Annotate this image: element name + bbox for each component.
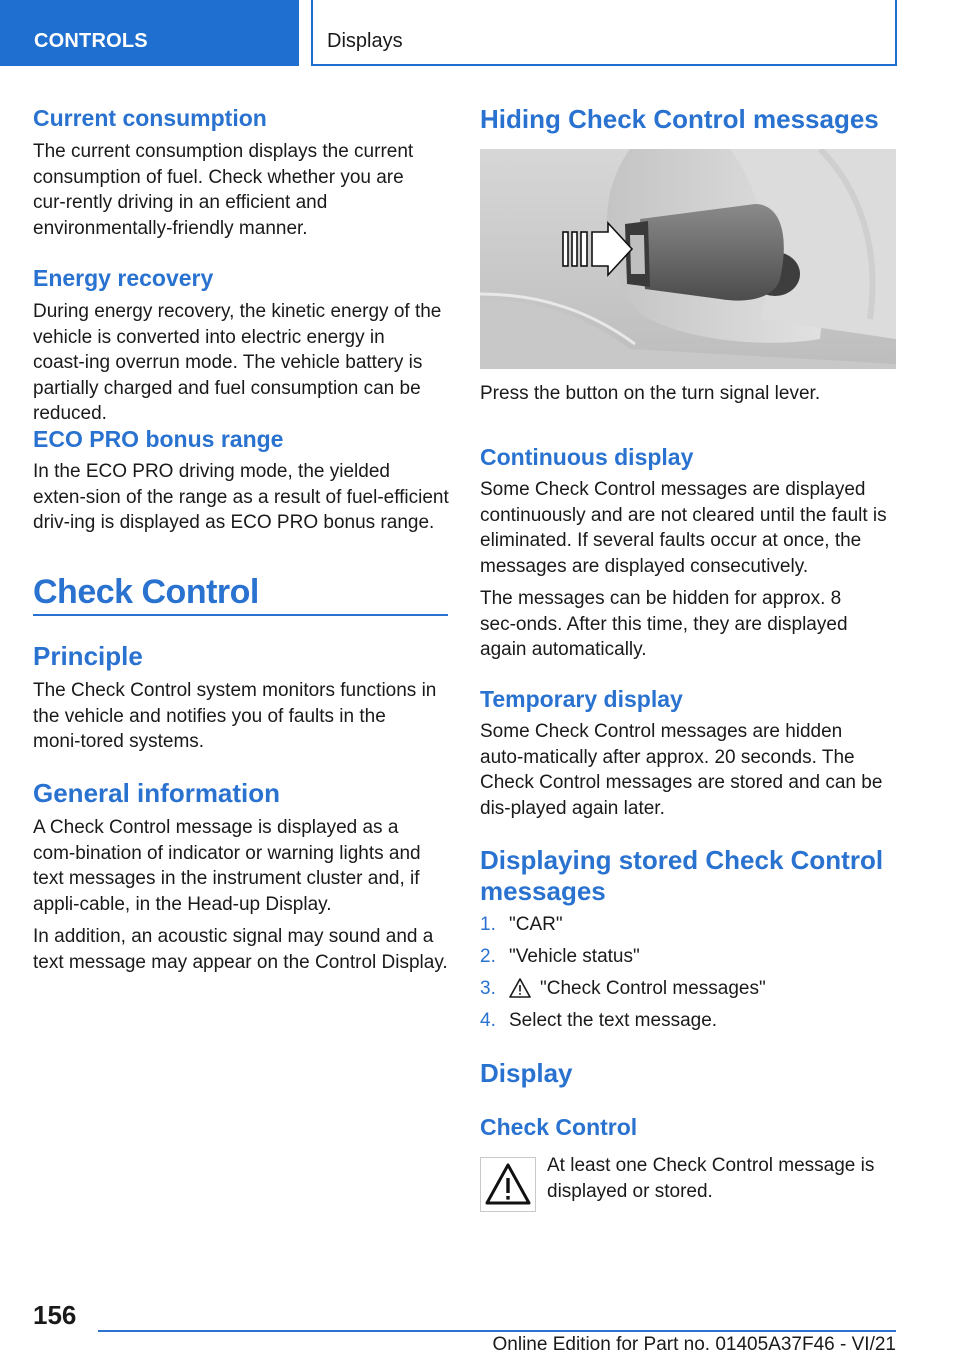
heading-check-control: Check Control bbox=[33, 573, 259, 611]
text-principle: The Check Control system monitors functions in the vehicle and notifies you of faults in the moni‑tored systems. bbox=[33, 680, 437, 752]
section-label: CONTROLS bbox=[34, 30, 148, 52]
heading-eco-pro: ECO PRO bonus range bbox=[33, 426, 284, 452]
heading-current-consumption: Current consumption bbox=[33, 105, 267, 131]
text-check-control-display: At least one Check Control message is displayed or stored. bbox=[547, 1155, 875, 1202]
heading-energy-recovery: Energy recovery bbox=[33, 265, 214, 291]
list-number: 2. bbox=[480, 946, 496, 967]
edition-info: Online Edition for Part no. 01405A37F46 - VI/21 bbox=[492, 1334, 896, 1355]
heading-hiding-messages: Hiding Check Control messages bbox=[480, 104, 879, 134]
heading-displaying-stored: Displaying stored Check Control messages bbox=[480, 845, 884, 906]
chapter-bar bbox=[311, 0, 897, 66]
turn-signal-lever-photo bbox=[480, 149, 896, 369]
text-continuous-display-1: Some Check Control messages are displayed continuously and are not cleared until the fault is eliminated. If several faults occur at once, the messages are displayed consecutively. bbox=[480, 479, 887, 577]
text-continuous-display-2: The messages can be hidden for approx. 8 sec‑onds. After this time, they are displayed again automatically. bbox=[480, 588, 848, 660]
list-text: "CAR" bbox=[509, 914, 563, 935]
text-energy-recovery: During energy recovery, the kinetic energy of the vehicle is converted into electric energy in coast‑ing overrun mode. The vehicle battery is partially charged and fuel consumption can be reduced. bbox=[33, 301, 442, 424]
text-general-information-1: A Check Control message is displayed as a com‑bination of indicator or warning lights and text messages in the instrument cluster and, if appli‑cable, in the Head-up Display. bbox=[33, 817, 421, 915]
heading-temporary-display: Temporary display bbox=[480, 686, 683, 712]
section-tab bbox=[0, 0, 299, 66]
text-temporary-display: Some Check Control messages are hidden auto‑matically after approx. 20 seconds. The Check Control messages are stored and can be dis‑played again later. bbox=[480, 721, 883, 819]
list-number: 1. bbox=[480, 914, 496, 935]
list-text: "Check Control messages" bbox=[540, 978, 766, 999]
text-current-consumption: The current consumption displays the current consumption of fuel. Check whether you are cur‑rently driving in an efficient and environmentally-friendly manner. bbox=[33, 141, 414, 239]
text-eco-pro: In the ECO PRO driving mode, the yielded exten‑sion of the range as a result of fuel-efficient driv‑ing is displayed as ECO PRO bonus range. bbox=[33, 461, 449, 533]
warning-triangle-icon bbox=[509, 978, 531, 1005]
heading-check-control-sub: Check Control bbox=[480, 1114, 638, 1140]
footer-rule bbox=[98, 1330, 896, 1332]
chapter-label: Displays bbox=[327, 30, 403, 52]
caption-press-button: Press the button on the turn signal lever. bbox=[480, 383, 821, 404]
heading-display: Display bbox=[480, 1058, 573, 1088]
list-text: Select the text message. bbox=[509, 1010, 718, 1031]
list-number: 3. bbox=[480, 978, 496, 999]
heading-principle: Principle bbox=[33, 641, 143, 671]
text-general-information-2: In addition, an acoustic signal may sound and a text message may appear on the Control Display. bbox=[33, 926, 448, 973]
heading-general-information: General information bbox=[33, 778, 281, 808]
check-control-warning-icon bbox=[480, 1157, 536, 1212]
page-number: 156 bbox=[33, 1300, 77, 1330]
heading-continuous-display: Continuous display bbox=[480, 444, 694, 470]
heading-rule bbox=[33, 614, 448, 616]
page-header bbox=[0, 0, 960, 66]
list-number: 4. bbox=[480, 1010, 496, 1031]
list-text: "Vehicle status" bbox=[509, 946, 640, 967]
